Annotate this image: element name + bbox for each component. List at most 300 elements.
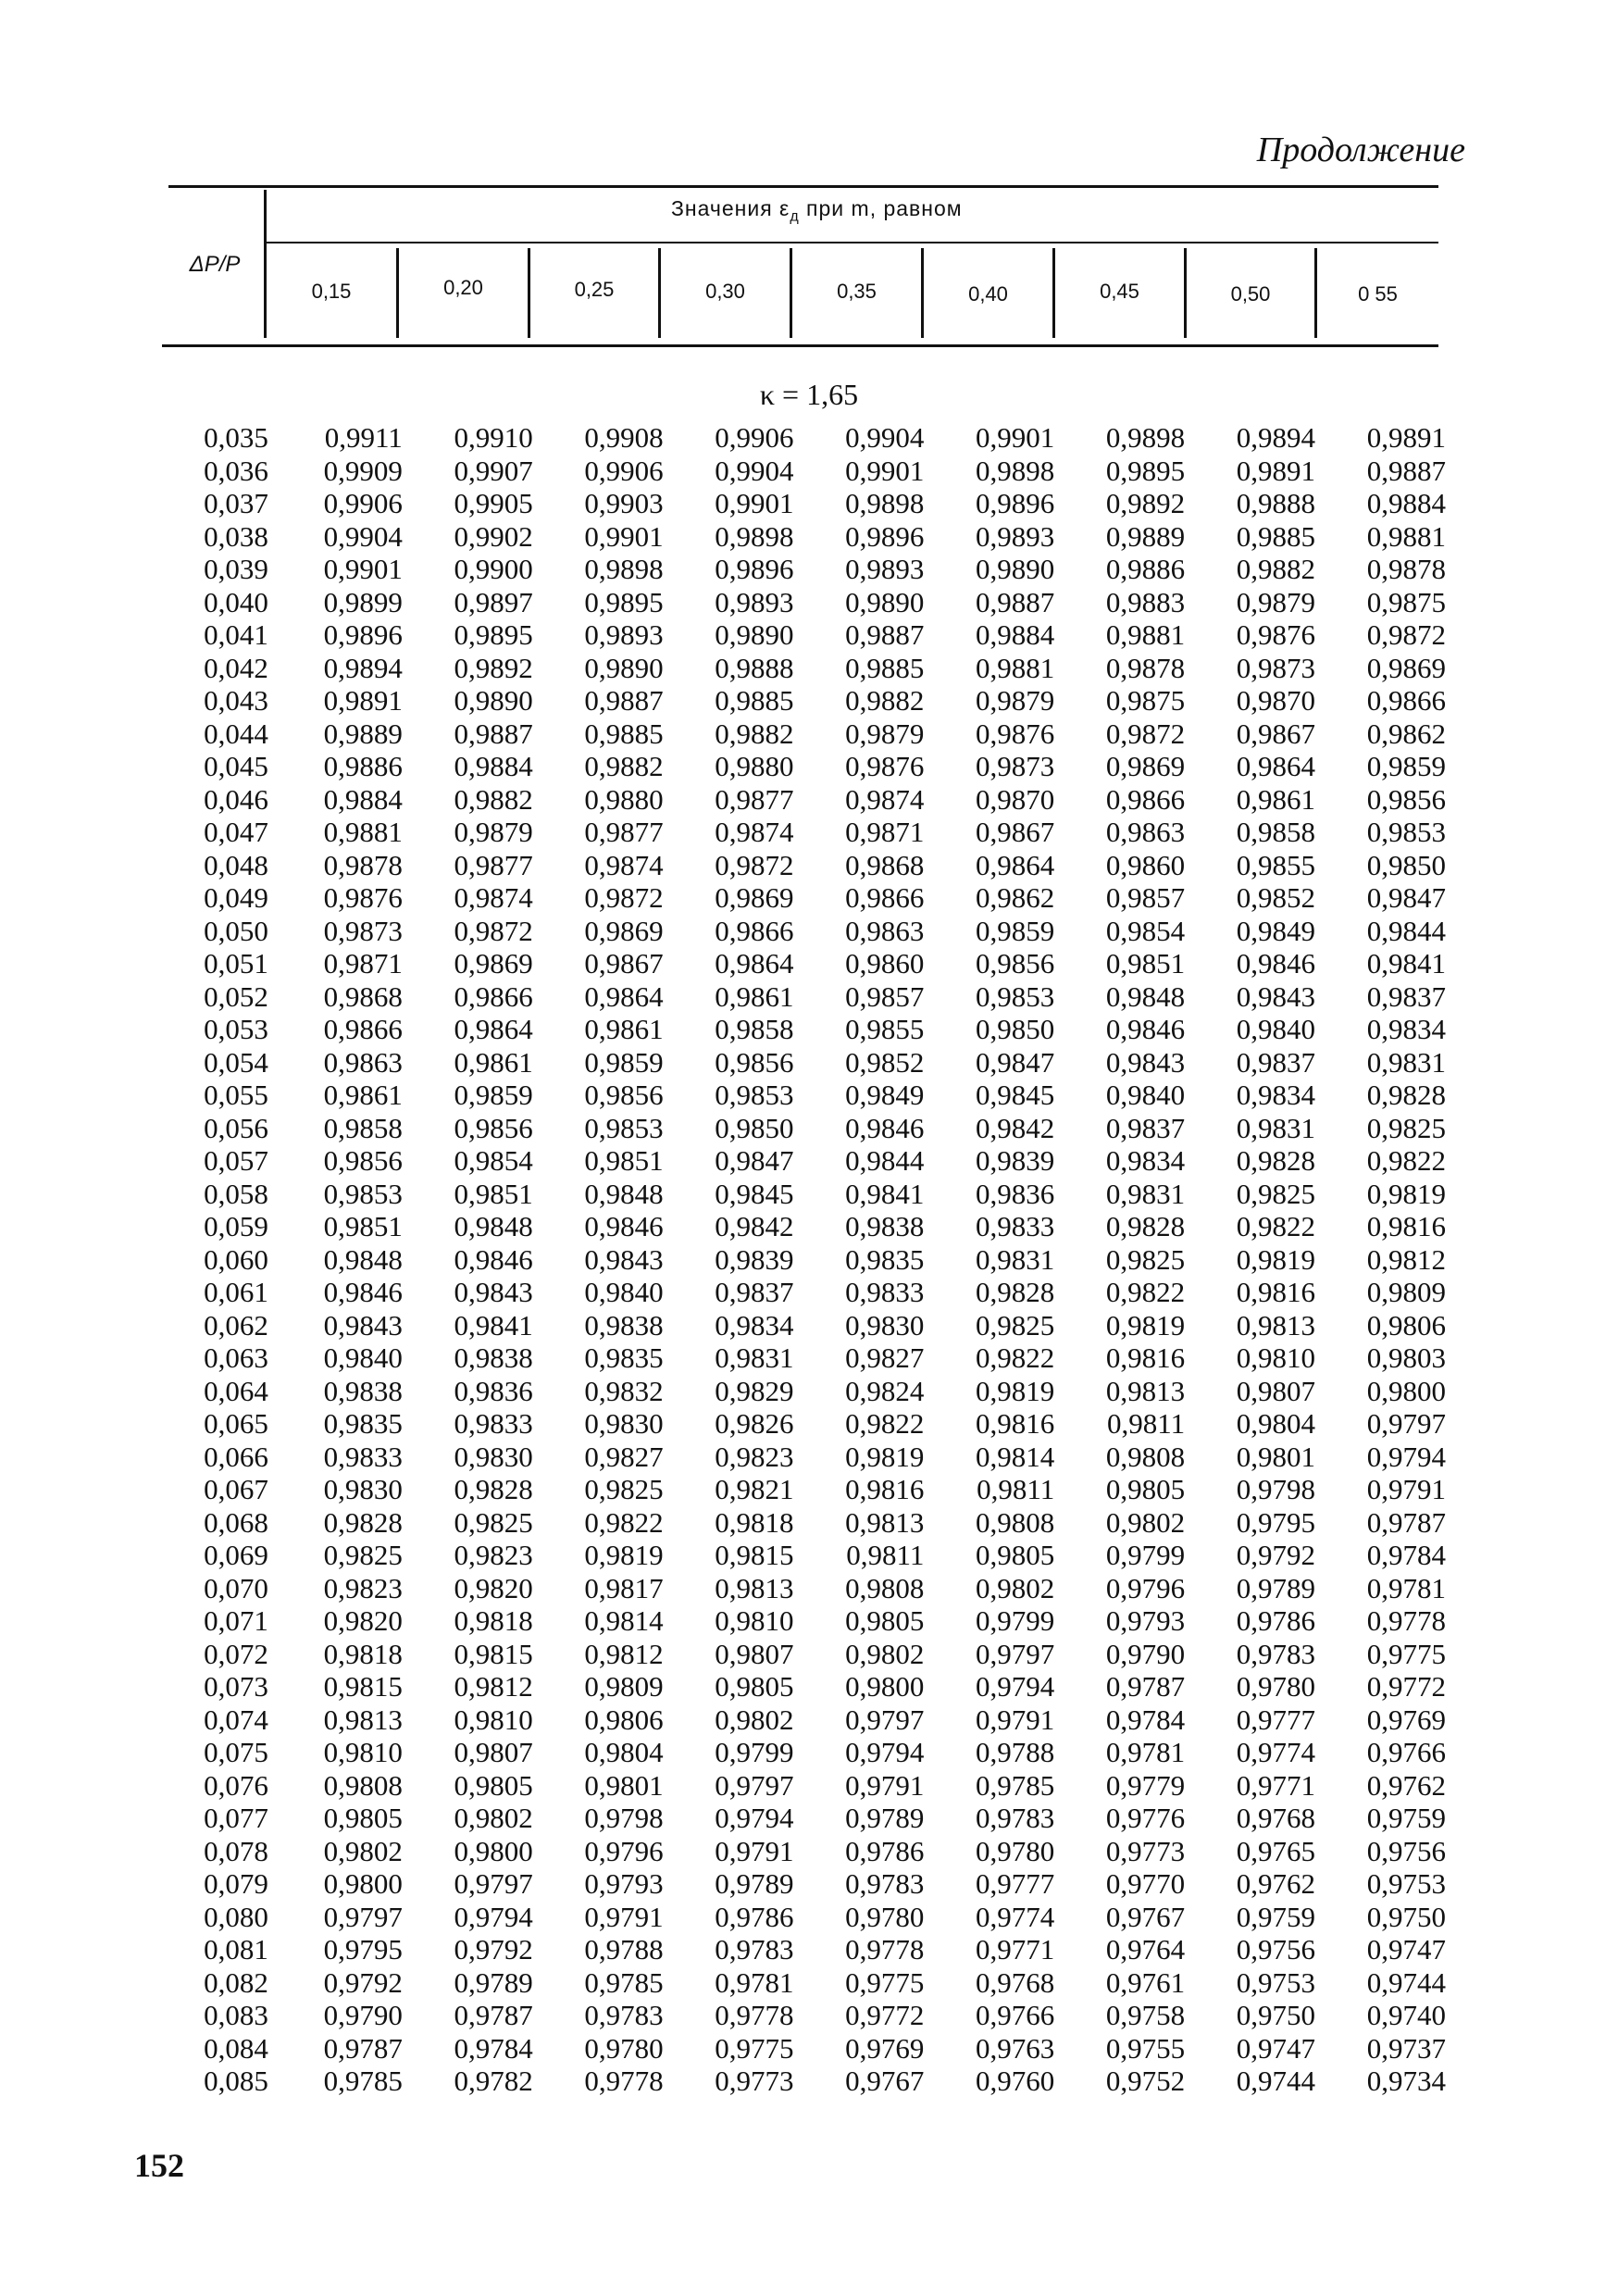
value-cell: 0,9907 xyxy=(454,454,533,487)
value-cell: 0,9827 xyxy=(845,1341,925,1375)
value-cell: 0,9847 xyxy=(715,1144,794,1178)
row-label-cell: 0,067 xyxy=(204,1473,268,1506)
header-divider-stub xyxy=(264,190,267,338)
value-cell: 0,9889 xyxy=(323,717,403,750)
value-cell: 0,9777 xyxy=(976,1867,1055,1901)
column-header-8: 0 55 xyxy=(1358,282,1398,306)
value-cell: 0,9784 xyxy=(1366,1539,1446,1572)
value-cell: 0,9783 xyxy=(715,1933,794,1966)
table-row xyxy=(168,1079,1446,1112)
value-cell: 0,9895 xyxy=(584,585,664,618)
value-cell: 0,9901 xyxy=(323,553,403,586)
table-row xyxy=(168,783,1446,817)
value-cell: 0,9853 xyxy=(976,980,1055,1013)
value-cell: 0,9893 xyxy=(715,585,794,618)
table-header-bottom-rule xyxy=(162,344,1438,347)
value-cell: 0,9904 xyxy=(323,519,403,553)
value-cell: 0,9740 xyxy=(1366,1999,1446,2032)
value-cell: 0,9788 xyxy=(976,1736,1055,1769)
value-cell: 0,9759 xyxy=(1366,1802,1446,1835)
row-label-cell: 0,075 xyxy=(204,1736,268,1769)
value-cell: 0,9892 xyxy=(1105,487,1186,520)
value-cell: 0,9840 xyxy=(1105,1079,1186,1112)
table-row xyxy=(168,1407,1446,1441)
value-cell: 0,9901 xyxy=(715,487,794,520)
table-row xyxy=(168,553,1446,586)
value-cell: 0,9850 xyxy=(976,1013,1055,1046)
value-cell: 0,9822 xyxy=(1236,1210,1316,1243)
value-cell: 0,9885 xyxy=(715,684,794,718)
value-cell: 0,9807 xyxy=(715,1637,794,1670)
value-cell: 0,9821 xyxy=(715,1473,794,1506)
value-cell: 0,9775 xyxy=(715,2031,794,2065)
table-row xyxy=(168,1210,1446,1243)
value-cell: 0,9823 xyxy=(454,1539,533,1572)
row-label-cell: 0,050 xyxy=(204,914,268,947)
value-cell: 0,9797 xyxy=(323,1900,403,1933)
value-cell: 0,9744 xyxy=(1366,1965,1446,1999)
value-cell: 0,9805 xyxy=(1105,1473,1186,1506)
value-cell: 0,9873 xyxy=(1236,651,1316,684)
value-cell: 0,9796 xyxy=(1105,1571,1186,1604)
value-cell: 0,9857 xyxy=(1105,881,1186,915)
value-cell: 0,9786 xyxy=(845,1834,925,1867)
value-cell: 0,9898 xyxy=(584,553,664,586)
value-cell: 0,9848 xyxy=(454,1210,533,1243)
row-label-cell: 0,058 xyxy=(204,1177,268,1210)
value-cell: 0,9852 xyxy=(845,1045,925,1079)
kappa-label: κ = 1,65 xyxy=(759,378,859,411)
value-cell: 0,9891 xyxy=(1236,454,1316,487)
value-cell: 0,9816 xyxy=(845,1473,925,1506)
value-cell: 0,9744 xyxy=(1236,2065,1316,2098)
value-cell: 0,9756 xyxy=(1236,1933,1316,1966)
value-cell: 0,9851 xyxy=(323,1210,403,1243)
value-cell: 0,9808 xyxy=(845,1571,925,1604)
row-label-cell: 0,043 xyxy=(204,684,268,718)
row-label-cell: 0,084 xyxy=(204,2031,268,2065)
value-cell: 0,9860 xyxy=(845,947,925,980)
value-cell: 0,9846 xyxy=(454,1242,533,1276)
value-cell: 0,9843 xyxy=(584,1242,664,1276)
value-cell: 0,9903 xyxy=(584,487,664,520)
group-title xyxy=(671,196,963,226)
value-cell: 0,9884 xyxy=(454,750,533,783)
value-cell: 0,9797 xyxy=(976,1637,1055,1670)
value-cell: 0,9879 xyxy=(976,684,1055,718)
value-cell: 0,9775 xyxy=(845,1965,925,1999)
value-cell: 0,9876 xyxy=(1236,618,1316,652)
value-cell: 0,9910 xyxy=(454,421,533,455)
value-cell: 0,9818 xyxy=(454,1604,533,1638)
row-label-cell: 0,042 xyxy=(204,651,268,684)
value-cell: 0,9837 xyxy=(1105,1111,1186,1144)
value-cell: 0,9825 xyxy=(584,1473,664,1506)
value-cell: 0,9756 xyxy=(1366,1834,1446,1867)
value-cell: 0,9820 xyxy=(323,1604,403,1638)
value-cell: 0,9880 xyxy=(715,750,794,783)
value-cell: 0,9853 xyxy=(1366,816,1446,849)
value-cell: 0,9795 xyxy=(1236,1505,1316,1539)
value-cell: 0,9906 xyxy=(584,454,664,487)
table-row xyxy=(168,1572,1446,1605)
value-cell: 0,9761 xyxy=(1105,1965,1186,1999)
value-cell: 0,9828 xyxy=(1236,1144,1316,1178)
value-cell: 0,9789 xyxy=(1236,1571,1316,1604)
value-cell: 0,9856 xyxy=(454,1111,533,1144)
table-row xyxy=(168,487,1446,520)
value-cell: 0,9789 xyxy=(454,1965,533,1999)
value-cell: 0,9867 xyxy=(1236,717,1316,750)
table-row xyxy=(168,1604,1446,1638)
value-cell: 0,9768 xyxy=(976,1965,1055,1999)
value-cell: 0,9874 xyxy=(715,816,794,849)
value-cell: 0,9859 xyxy=(1366,750,1446,783)
value-cell: 0,9826 xyxy=(715,1407,794,1441)
value-cell: 0,9893 xyxy=(845,553,925,586)
value-cell: 0,9858 xyxy=(323,1111,403,1144)
value-cell: 0,9800 xyxy=(845,1670,925,1703)
value-cell: 0,9775 xyxy=(1366,1637,1446,1670)
value-cell: 0,9771 xyxy=(1236,1768,1316,1802)
table-row xyxy=(168,2032,1446,2065)
value-cell: 0,9801 xyxy=(584,1768,664,1802)
value-cell: 0,9750 xyxy=(1366,1900,1446,1933)
value-cell: 0,9790 xyxy=(1105,1637,1186,1670)
value-cell: 0,9794 xyxy=(845,1736,925,1769)
value-cell: 0,9843 xyxy=(1105,1045,1186,1079)
value-cell: 0,9780 xyxy=(976,1834,1055,1867)
value-cell: 0,9808 xyxy=(1105,1440,1186,1473)
row-label-cell: 0,071 xyxy=(204,1604,268,1638)
value-cell: 0,9869 xyxy=(715,881,794,915)
value-cell: 0,9825 xyxy=(976,1308,1055,1341)
value-cell: 0,9894 xyxy=(323,651,403,684)
value-cell: 0,9806 xyxy=(584,1703,664,1736)
value-cell: 0,9787 xyxy=(323,2031,403,2065)
value-cell: 0,9890 xyxy=(845,585,925,618)
table-row xyxy=(168,1802,1446,1835)
value-cell: 0,9849 xyxy=(845,1079,925,1112)
value-cell: 0,9806 xyxy=(1366,1308,1446,1341)
value-cell: 0,9902 xyxy=(454,519,533,553)
value-cell: 0,9854 xyxy=(1105,914,1186,947)
value-cell: 0,9804 xyxy=(584,1736,664,1769)
value-cell: 0,9847 xyxy=(976,1045,1055,1079)
table-row xyxy=(168,1703,1446,1737)
value-cell: 0,9846 xyxy=(1236,947,1316,980)
value-cell: 0,9909 xyxy=(323,454,403,487)
value-cell: 0,9876 xyxy=(976,717,1055,750)
value-cell: 0,9851 xyxy=(454,1177,533,1210)
value-cell: 0,9895 xyxy=(454,618,533,652)
value-cell: 0,9833 xyxy=(976,1210,1055,1243)
value-cell: 0,9778 xyxy=(715,1999,794,2032)
value-cell: 0,9819 xyxy=(1366,1177,1446,1210)
row-label-cell: 0,046 xyxy=(204,782,268,816)
value-cell: 0,9814 xyxy=(584,1604,664,1638)
value-cell: 0,9849 xyxy=(1236,914,1316,947)
row-label-cell: 0,048 xyxy=(204,848,268,881)
value-cell: 0,9810 xyxy=(323,1736,403,1769)
value-cell: 0,9794 xyxy=(454,1900,533,1933)
value-cell: 0,9841 xyxy=(454,1308,533,1341)
value-cell: 0,9802 xyxy=(715,1703,794,1736)
value-cell: 0,9790 xyxy=(323,1999,403,2032)
value-cell: 0,9833 xyxy=(323,1440,403,1473)
table-row xyxy=(168,586,1446,619)
value-cell: 0,9792 xyxy=(1236,1539,1316,1572)
value-cell: 0,9833 xyxy=(845,1276,925,1309)
table-row xyxy=(168,980,1446,1014)
value-cell: 0,9863 xyxy=(323,1045,403,1079)
value-cell: 0,9882 xyxy=(584,750,664,783)
column-header-4: 0,35 xyxy=(837,280,877,303)
table-row xyxy=(168,1375,1446,1408)
row-label-cell: 0,068 xyxy=(204,1505,268,1539)
row-label-cell: 0,040 xyxy=(204,585,268,618)
value-cell: 0,9760 xyxy=(976,2065,1055,2098)
value-cell: 0,9837 xyxy=(1366,980,1446,1013)
table-row xyxy=(168,881,1446,915)
value-cell: 0,9869 xyxy=(1366,651,1446,684)
value-cell: 0,9869 xyxy=(454,947,533,980)
value-cell: 0,9843 xyxy=(1236,980,1316,1013)
value-cell: 0,9800 xyxy=(454,1834,533,1867)
value-cell: 0,9819 xyxy=(845,1440,925,1473)
value-cell: 0,9873 xyxy=(976,750,1055,783)
value-cell: 0,9896 xyxy=(323,618,403,652)
value-cell: 0,9862 xyxy=(1366,717,1446,750)
row-label-cell: 0,076 xyxy=(204,1768,268,1802)
value-cell: 0,9780 xyxy=(1236,1670,1316,1703)
value-cell: 0,9893 xyxy=(976,519,1055,553)
group-title-subscript: д xyxy=(790,208,800,225)
value-cell: 0,9779 xyxy=(1105,1768,1186,1802)
value-cell: 0,9747 xyxy=(1366,1933,1446,1966)
row-label-cell: 0,072 xyxy=(204,1637,268,1670)
value-cell: 0,9858 xyxy=(1236,816,1316,849)
value-cell: 0,9874 xyxy=(454,881,533,915)
value-cell: 0,9822 xyxy=(1105,1276,1186,1309)
value-cell: 0,9864 xyxy=(976,848,1055,881)
value-cell: 0,9793 xyxy=(584,1867,664,1901)
table-row xyxy=(168,718,1446,751)
value-cell: 0,9850 xyxy=(715,1111,794,1144)
table-row xyxy=(168,915,1446,948)
value-cell: 0,9825 xyxy=(1366,1111,1446,1144)
value-cell: 0,9853 xyxy=(584,1111,664,1144)
value-cell: 0,9789 xyxy=(845,1802,925,1835)
value-cell: 0,9861 xyxy=(454,1045,533,1079)
value-cell: 0,9828 xyxy=(1366,1079,1446,1112)
value-cell: 0,9839 xyxy=(976,1144,1055,1178)
value-cell: 0,9878 xyxy=(323,848,403,881)
row-label-cell: 0,054 xyxy=(204,1045,268,1079)
value-cell: 0,9850 xyxy=(1366,848,1446,881)
value-cell: 0,9774 xyxy=(976,1900,1055,1933)
row-label-cell: 0,036 xyxy=(204,454,268,487)
value-cell: 0,9783 xyxy=(845,1867,925,1901)
value-cell: 0,9845 xyxy=(715,1177,794,1210)
value-cell: 0,9825 xyxy=(454,1505,533,1539)
value-cell: 0,9868 xyxy=(323,980,403,1013)
value-cell: 0,9896 xyxy=(845,519,925,553)
value-cell: 0,9778 xyxy=(1366,1604,1446,1638)
value-cell: 0,9867 xyxy=(584,947,664,980)
table-row xyxy=(168,1999,1446,2032)
value-cell: 0,9838 xyxy=(454,1341,533,1375)
value-cell: 0,9758 xyxy=(1105,1999,1186,2032)
row-label-cell: 0,077 xyxy=(204,1802,268,1835)
table-row xyxy=(168,1736,1446,1769)
row-label-cell: 0,074 xyxy=(204,1703,268,1736)
value-cell: 0,9906 xyxy=(323,487,403,520)
table-row xyxy=(168,652,1446,685)
value-cell: 0,9835 xyxy=(323,1407,403,1441)
value-cell: 0,9822 xyxy=(845,1407,925,1441)
value-cell: 0,9802 xyxy=(454,1802,533,1835)
row-label-cell: 0,057 xyxy=(204,1144,268,1178)
value-cell: 0,9813 xyxy=(1236,1308,1316,1341)
value-cell: 0,9815 xyxy=(323,1670,403,1703)
data-table xyxy=(168,421,1446,2098)
value-cell: 0,9888 xyxy=(1236,487,1316,520)
value-cell: 0,9870 xyxy=(1236,684,1316,718)
value-cell: 0,9783 xyxy=(584,1999,664,2032)
value-cell: 0,9809 xyxy=(584,1670,664,1703)
value-cell: 0,9890 xyxy=(584,651,664,684)
row-label-cell: 0,064 xyxy=(204,1374,268,1407)
value-cell: 0,9863 xyxy=(845,914,925,947)
value-cell: 0,9866 xyxy=(715,914,794,947)
value-cell: 0,9858 xyxy=(715,1013,794,1046)
value-cell: 0,9885 xyxy=(584,717,664,750)
value-cell: 0,9864 xyxy=(584,980,664,1013)
value-cell: 0,9824 xyxy=(845,1374,925,1407)
value-cell: 0,9897 xyxy=(454,585,533,618)
table-row xyxy=(168,816,1446,849)
value-cell: 0,9805 xyxy=(454,1768,533,1802)
table-row xyxy=(168,421,1446,455)
value-cell: 0,9813 xyxy=(715,1571,794,1604)
value-cell: 0,9831 xyxy=(1105,1177,1186,1210)
value-cell: 0,9884 xyxy=(1366,487,1446,520)
column-header-5: 0,40 xyxy=(968,282,1008,306)
value-cell: 0,9887 xyxy=(454,717,533,750)
table-row xyxy=(168,1144,1446,1178)
row-label-cell: 0,051 xyxy=(204,947,268,980)
value-cell: 0,9851 xyxy=(1105,947,1186,980)
value-cell: 0,9898 xyxy=(845,487,925,520)
value-cell: 0,9848 xyxy=(1105,980,1186,1013)
value-cell: 0,9872 xyxy=(715,848,794,881)
table-row xyxy=(168,1901,1446,1934)
value-cell: 0,9808 xyxy=(976,1505,1055,1539)
value-cell: 0,9753 xyxy=(1236,1965,1316,1999)
value-cell: 0,9805 xyxy=(845,1604,925,1638)
value-cell: 0,9759 xyxy=(1236,1900,1316,1933)
value-cell: 0,9880 xyxy=(584,782,664,816)
value-cell: 0,9811 xyxy=(846,1539,925,1572)
value-cell: 0,9838 xyxy=(323,1374,403,1407)
table-row xyxy=(168,1769,1446,1803)
value-cell: 0,9872 xyxy=(584,881,664,915)
value-cell: 0,9782 xyxy=(454,2065,533,2098)
row-label-cell: 0,079 xyxy=(204,1867,268,1901)
value-cell: 0,9881 xyxy=(1366,519,1446,553)
value-cell: 0,9786 xyxy=(1236,1604,1316,1638)
value-cell: 0,9882 xyxy=(1236,553,1316,586)
table-row xyxy=(168,1178,1446,1211)
value-cell: 0,9854 xyxy=(454,1144,533,1178)
value-cell: 0,9791 xyxy=(845,1768,925,1802)
value-cell: 0,9864 xyxy=(1236,750,1316,783)
table-row xyxy=(168,1441,1446,1474)
value-cell: 0,9815 xyxy=(715,1539,794,1572)
value-cell: 0,9856 xyxy=(323,1144,403,1178)
value-cell: 0,9896 xyxy=(976,487,1055,520)
table-row xyxy=(168,1112,1446,1145)
value-cell: 0,9819 xyxy=(976,1374,1055,1407)
value-cell: 0,9781 xyxy=(715,1965,794,1999)
row-label-cell: 0,066 xyxy=(204,1440,268,1473)
value-cell: 0,9863 xyxy=(1105,816,1186,849)
value-cell: 0,9792 xyxy=(454,1933,533,1966)
value-cell: 0,9888 xyxy=(715,651,794,684)
table-row xyxy=(168,849,1446,882)
value-cell: 0,9737 xyxy=(1366,2031,1446,2065)
value-cell: 0,9799 xyxy=(976,1604,1055,1638)
value-cell: 0,9755 xyxy=(1105,2031,1186,2065)
value-cell: 0,9882 xyxy=(715,717,794,750)
row-label-cell: 0,078 xyxy=(204,1834,268,1867)
value-cell: 0,9872 xyxy=(454,914,533,947)
value-cell: 0,9898 xyxy=(1105,421,1186,455)
value-cell: 0,9831 xyxy=(1366,1045,1446,1079)
value-cell: 0,9844 xyxy=(845,1144,925,1178)
value-cell: 0,9834 xyxy=(1236,1079,1316,1112)
value-cell: 0,9861 xyxy=(323,1079,403,1112)
row-label-cell: 0,059 xyxy=(204,1210,268,1243)
value-cell: 0,9866 xyxy=(323,1013,403,1046)
value-cell: 0,9861 xyxy=(715,980,794,1013)
value-cell: 0,9813 xyxy=(845,1505,925,1539)
value-cell: 0,9864 xyxy=(715,947,794,980)
value-cell: 0,9884 xyxy=(976,618,1055,652)
value-cell: 0,9784 xyxy=(1105,1703,1186,1736)
group-header-rule xyxy=(266,242,1438,243)
value-cell: 0,9789 xyxy=(715,1867,794,1901)
row-label-cell: 0,045 xyxy=(204,750,268,783)
value-cell: 0,9883 xyxy=(1105,585,1186,618)
table-row xyxy=(168,1638,1446,1671)
value-cell: 0,9823 xyxy=(323,1571,403,1604)
value-cell: 0,9911 xyxy=(324,421,403,455)
table-row xyxy=(168,1473,1446,1506)
value-cell: 0,9787 xyxy=(454,1999,533,2032)
value-cell: 0,9866 xyxy=(1105,782,1186,816)
value-cell: 0,9895 xyxy=(1105,454,1186,487)
value-cell: 0,9776 xyxy=(1105,1802,1186,1835)
value-cell: 0,9836 xyxy=(976,1177,1055,1210)
value-cell: 0,9898 xyxy=(976,454,1055,487)
value-cell: 0,9856 xyxy=(976,947,1055,980)
row-label-cell: 0,065 xyxy=(204,1407,268,1441)
continuation-label: Продолжение xyxy=(1256,131,1465,169)
value-cell: 0,9809 xyxy=(1366,1276,1446,1309)
value-cell: 0,9819 xyxy=(1236,1242,1316,1276)
